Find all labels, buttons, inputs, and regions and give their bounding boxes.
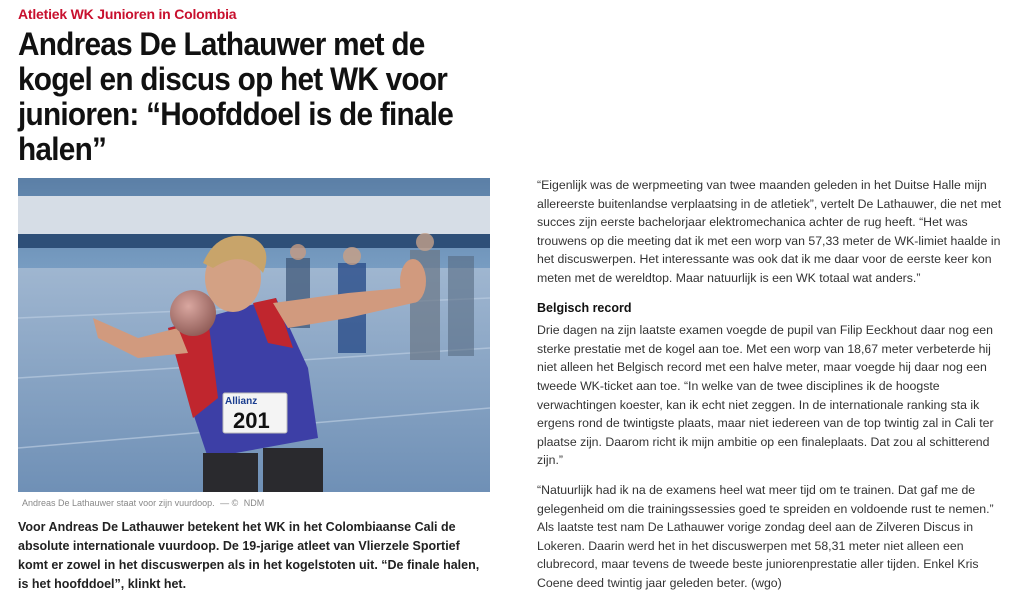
article-photo (18, 178, 490, 492)
article-lead: Voor Andreas De Lathauwer betekent het WK in het Colombiaanse Cali de absolute internationale vuurdoop. De 19-jarige atleet van Vlierzele Sportief komt er zowel in het discuswerpen als in het kogelstoten uit. “De finale halen, is het hoofddoel”, klinkt het. (18, 520, 480, 591)
body-paragraph: “Natuurlijk had ik na de examens heel wat meer tijd om te trainen. Dat gaf me de gelegenheid om die trainingssessies goed te spreiden en voldoende rust te nemen.” Als laatste test nam De Lathauwer vorige zondag deel aan de Zilveren Discus in Lokeren. Daarin werd het in het discuswerpen met 58,31 meter niet alleen een clubrecord, maar tevens de tweede beste juniorenprestatie aller tijden. Enkel Kris Coene deed twintig jaar geleden beter. (wgo) (537, 482, 994, 590)
photo-credit: NDM (243, 498, 265, 508)
bib-sponsor: Allianz (225, 396, 258, 407)
article-title: Andreas De Lathauwer met de kogel en discus op het WK voor junioren: “Hoofddoel is de finale halen” (18, 26, 454, 167)
caption-separator: — © (220, 498, 239, 508)
article-kicker[interactable]: Atletiek WK Junioren in Colombia (18, 6, 237, 22)
photo-caption (22, 498, 264, 508)
article-body (537, 176, 1007, 603)
body-paragraph: Drie dagen na zijn laatste examen voegde de pupil van Filip Eeckhout daar nog een sterke prestatie met de kogel aan toe. Met een worp van 18,67 meter verbeterde hij niet alleen het Belgisch record met een halve meter, maar voegde hij daar nog een tweede WK-ticket aan toe. “In welke van de twee disciplines ik de hoogste verwachtingen koester, kan ik echt niet zeggen. In de internationale ranking sta ik ergens rond de twintigste plaats, maar niet iedereen van de top twintig zal in Cali ter plaatse zijn. Daarom richt ik mijn ambitie op een finaleplaats. Dat zou al schitterend zijn.” (537, 323, 994, 468)
caption-text: Andreas De Lathauwer staat voor zijn vuurdoop. (22, 498, 215, 508)
body-paragraph: “Eigenlijk was de werpmeeting van twee maanden geleden in het Duitse Halle mijn allereerste buitenlandse verplaatsing in de atletiek”, vertelt De Lathauwer, die net met succes zijn eerste bachelorjaar elektromechanica achter de rug heeft. “Het was trouwens op die meeting dat ik met een worp van 57,33 meter de WK-limiet haalde in het discuswerpen. Het interessante was ook dat ik me daar voor de eerste keer kon meten met de wereldtop. Maar natuurlijk is een WK totaal wat anders.” (537, 178, 1002, 285)
subheading: Belgisch record (537, 300, 632, 315)
bib-number: 201 (233, 408, 270, 433)
